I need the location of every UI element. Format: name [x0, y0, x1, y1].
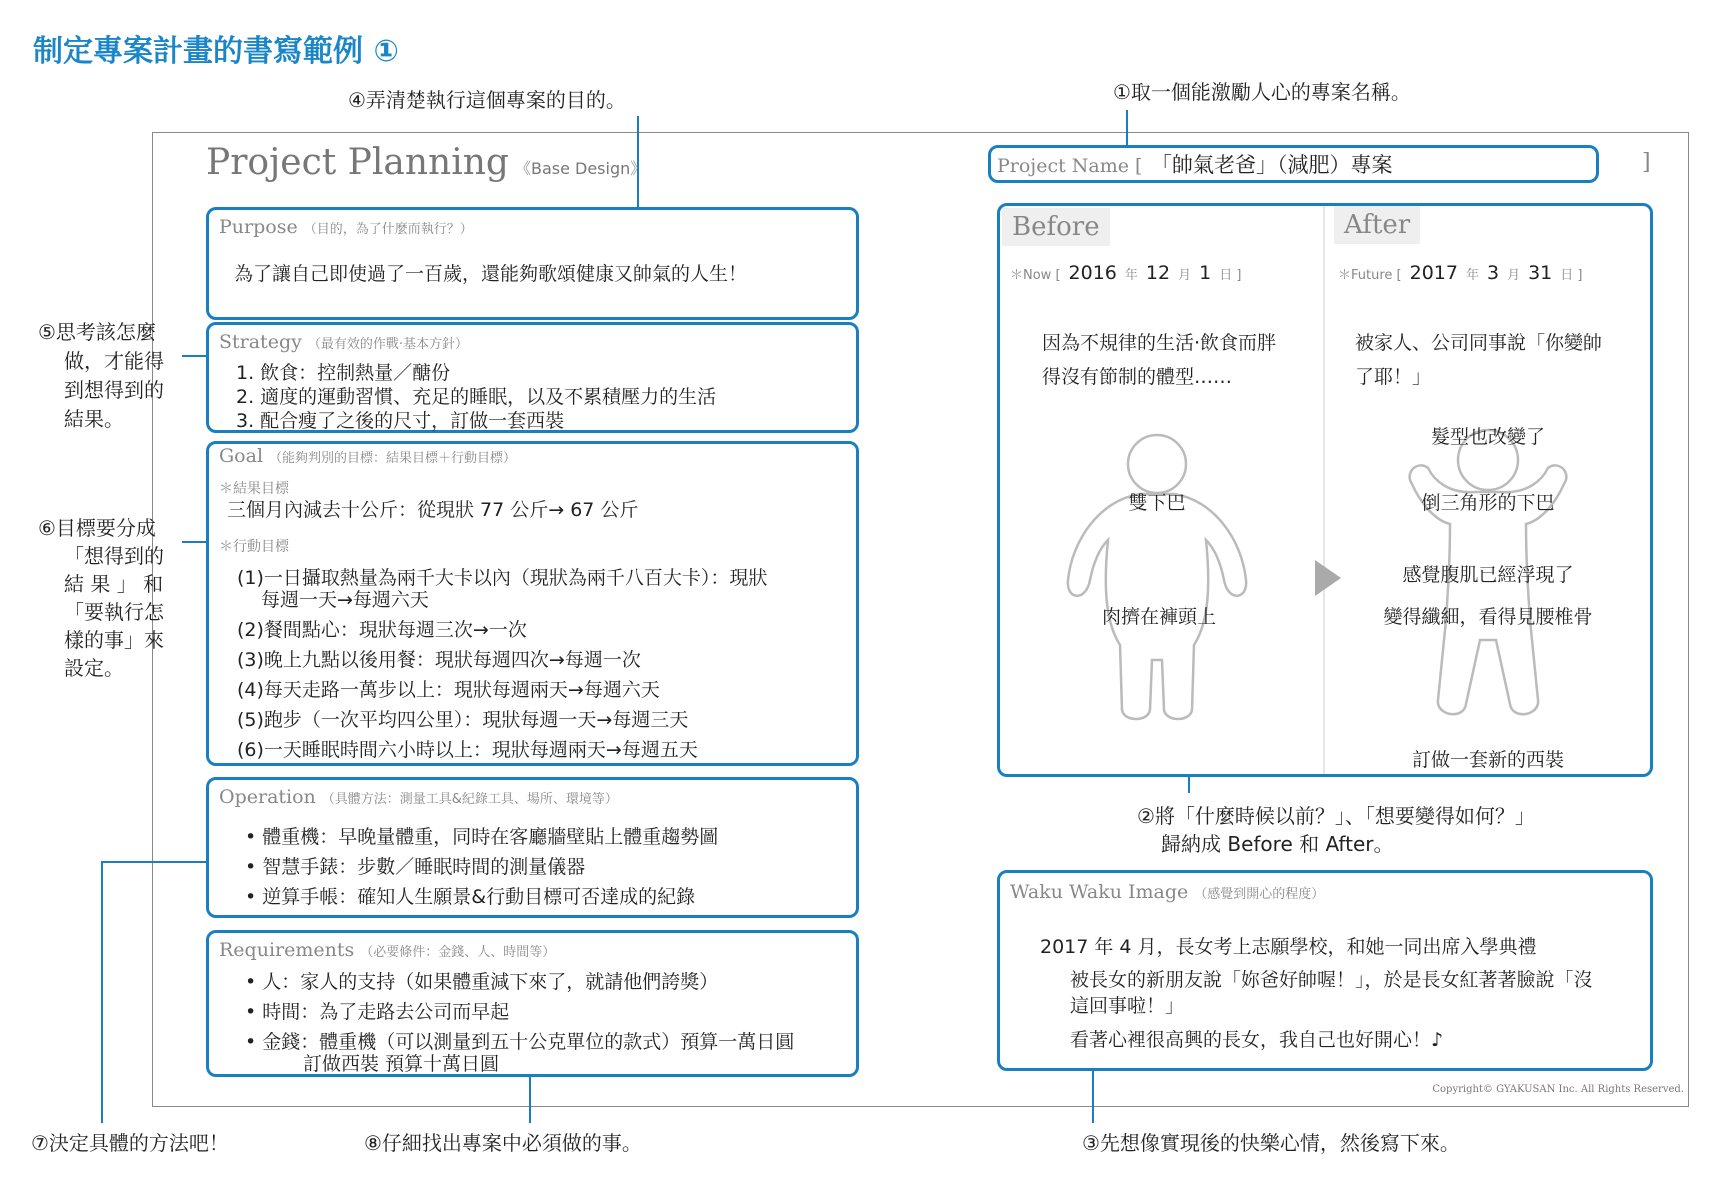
connector-operation: [101, 861, 206, 863]
annotation-5-line: 結果。: [64, 407, 124, 431]
annotation-4: ④弄清楚執行這個專案的目的。: [348, 88, 626, 112]
operation-list: [245, 822, 718, 912]
connector-waku: [1092, 1071, 1094, 1123]
waku-label: Waku Waku Image: [1010, 881, 1189, 903]
before-year: 2016: [1068, 262, 1117, 284]
annotation-6-line: 「想得到的: [64, 544, 164, 568]
after-note: 訂做一套新的西裝: [1411, 749, 1565, 771]
operation-item: • 智慧手錶：步數／睡眠時間的測量儀器: [245, 856, 586, 878]
connector-operation-v: [101, 861, 103, 1123]
after-tab: After: [1334, 206, 1420, 244]
after-month: 3: [1486, 262, 1500, 284]
before-description-line: 得沒有節制的體型……: [1042, 366, 1233, 388]
purpose-header: [219, 216, 473, 238]
strategy-item: 1. 飲食：控制熱量／醣份: [236, 362, 451, 384]
strategy-header: [219, 331, 468, 353]
waku-line-text: 這回事啦！」: [1070, 995, 1185, 1017]
annotation-8: ⑧仔細找出專案中必須做的事。: [364, 1131, 642, 1155]
before-tab: Before: [1002, 208, 1110, 246]
operation-hint: （具體方法：測量工具&紀錄工具、場所、環境等）: [321, 792, 618, 807]
before-description-line: 因為不規律的生活‧飲食而胖: [1042, 332, 1277, 354]
before-note: 雙下巴: [1128, 492, 1186, 514]
goal-action-item: (1)一日攝取熱量為兩千大卡以內（現狀為兩千八百大卡）：現狀: [237, 567, 768, 589]
strategy-item: 2. 適度的運動習慣、充足的睡眠，以及不累積壓力的生活: [236, 386, 717, 408]
goal-box: [206, 441, 859, 766]
project-name-label: Project Name [: [997, 155, 1143, 177]
after-month-unit: 月: [1507, 268, 1521, 283]
waku-line: [1070, 967, 1593, 1019]
annotation-5-line: 做，才能得: [64, 349, 164, 373]
operation-label: Operation: [219, 786, 316, 808]
goal-result: 三個月內減去十公斤：從現狀 77 公斤→ 67 公斤: [227, 499, 639, 521]
project-name-box: [988, 145, 1599, 183]
after-day: 31: [1528, 262, 1553, 284]
operation-item: • 體重機：早晚量體重，同時在客廳牆壁貼上體重趨勢圖: [245, 826, 719, 848]
strategy-label: Strategy: [219, 331, 302, 353]
strategy-item: 3. 配合瘦了之後的尺寸，訂做一套西裝: [236, 410, 565, 432]
after-description: [1355, 326, 1602, 394]
waku-line-text: 被長女的新朋友說「妳爸好帥喔！」，於是長女紅著著臉說「沒: [1070, 969, 1593, 991]
goal-result-label: ＊結果目標: [219, 481, 289, 497]
goal-action-item: (3)晚上九點以後用餐：現狀每週四次→每週一次: [237, 649, 641, 671]
after-year: 2017: [1409, 262, 1458, 284]
waku-header: [1010, 881, 1324, 903]
annotation-6: [38, 514, 164, 682]
sheet-heading-text: Project Planning: [206, 142, 509, 183]
requirements-label: Requirements: [219, 939, 355, 961]
goal-action-item: (2)餐間點心：現狀每週三次→一次: [237, 619, 527, 641]
goal-action-item: (4)每天走路一萬步以上：現狀每週兩天→每週六天: [237, 679, 660, 701]
connector-requirements: [529, 1077, 531, 1123]
sheet-heading: [206, 142, 646, 183]
page-title: 制定專案計畫的書寫範例 ①: [33, 34, 399, 69]
operation-item: • 逆算手帳：確知人生願景&行動目標可否達成的紀錄: [245, 886, 696, 908]
requirements-item: • 時間：為了走路去公司而早起: [245, 1001, 510, 1023]
goal-action-label: ＊行動目標: [219, 539, 289, 555]
requirements-header: [219, 939, 555, 961]
before-day: 1: [1199, 262, 1212, 284]
annotation-5: [38, 318, 164, 434]
after-note: 倒三角形的下巴: [1421, 492, 1555, 514]
waku-hint: （感覺到開心的程度）: [1194, 887, 1325, 902]
annotation-6-line: 樣的事」來: [64, 628, 164, 652]
annotation-7: ⑦決定具體的方法吧！: [31, 1131, 229, 1155]
requirements-list: [245, 967, 794, 1079]
operation-header: [219, 786, 618, 808]
requirements-item: • 金錢：體重機（可以測量到五十公克單位的款式）預算一萬日圓: [245, 1031, 795, 1053]
before-description: [1042, 326, 1276, 394]
annotation-3: ③先想像實現後的快樂心情，然後寫下來。: [1082, 1131, 1460, 1155]
requirements-hint: （必要條件：金錢、人、時間等）: [360, 945, 556, 960]
waku-line: 看著心裡很高興的長女，我自己也好開心！♪: [1070, 1029, 1444, 1051]
requirements-item: 訂做西裝 預算十萬日圓: [303, 1053, 500, 1075]
annotation-6-line: ⑥目標要分成: [38, 516, 156, 540]
requirements-item: • 人：家人的支持（如果體重減下來了，就請他們誇獎）: [245, 971, 719, 993]
goal-action-item: 每週一天→每週六天: [261, 589, 429, 611]
strategy-hint: （最有效的作戰‧基本方針）: [307, 337, 468, 352]
goal-actions: [237, 563, 767, 765]
before-date: [1010, 262, 1241, 284]
goal-action-item: (5)跑步（一次平均四公里）：現狀每週一天→每週三天: [237, 709, 689, 731]
sheet-heading-sub: 《Base Design》: [514, 159, 647, 178]
after-note: 感覺腹肌已經浮現了: [1402, 564, 1574, 586]
after-note: 變得纖細，看得見腰椎骨: [1383, 606, 1593, 628]
connector-strategy: [182, 355, 206, 357]
connector-before-after: [1188, 777, 1190, 793]
annotation-2-line1: ②將「什麼時候以前？」、「想要變得如何？」: [1137, 804, 1535, 828]
project-name-value: 「帥氣老爸」（減肥）專案: [1151, 153, 1393, 177]
before-month: 12: [1145, 262, 1171, 284]
before-note: 肉擠在褲頭上: [1101, 606, 1217, 628]
purpose-hint: （目的，為了什麼而執行？）: [303, 222, 473, 237]
purpose-box: [206, 207, 859, 320]
before-after-divider: [1323, 206, 1325, 774]
after-date-label: ＊Future [: [1338, 268, 1402, 283]
purpose-text: 為了讓自己即使過了一百歲，還能夠歌頌健康又帥氣的人生！: [234, 263, 748, 285]
operation-box: [206, 777, 859, 918]
waku-line: 2017 年 4 月，長女考上志願學校，和她一同出席入學典禮: [1040, 936, 1537, 958]
annotation-6-line: 「要執行怎: [64, 600, 164, 624]
annotation-6-line: 設定。: [64, 656, 124, 680]
annotation-2-line2: 歸納成 Before 和 After。: [1161, 832, 1394, 856]
arrow-right-icon: [1313, 558, 1343, 598]
connector-goal: [182, 541, 206, 543]
annotation-5-line: ⑤思考該怎麼: [38, 320, 156, 344]
strategy-box: [206, 322, 859, 433]
after-day-unit: 日 ]: [1560, 268, 1583, 283]
after-note: 髮型也改變了: [1430, 426, 1546, 448]
purpose-label: Purpose: [219, 216, 298, 238]
before-day-unit: 日 ]: [1219, 268, 1242, 283]
after-description-line: 被家人、公司同事說「你變帥: [1355, 332, 1603, 354]
goal-hint: （能夠判別的目標：結果目標＋行動目標）: [269, 451, 517, 466]
before-month-unit: 月: [1178, 268, 1192, 283]
strategy-list: [236, 361, 716, 433]
before-year-unit: 年: [1124, 268, 1138, 283]
before-date-label: ＊Now [: [1010, 268, 1061, 283]
after-date: [1338, 262, 1583, 284]
connector-project-name: [1126, 110, 1128, 146]
after-description-line: 了耶！」: [1355, 366, 1432, 388]
goal-label: Goal: [219, 445, 264, 467]
project-name-close: ]: [1642, 150, 1651, 175]
goal-action-item: (6)一天睡眠時間六小時以上：現狀每週兩天→每週五天: [237, 739, 698, 761]
annotation-6-line: 結 果 」 和: [64, 572, 164, 596]
annotation-1: ①取一個能激勵人心的專案名稱。: [1113, 80, 1411, 104]
annotation-5-line: 到想得到的: [64, 378, 164, 402]
requirements-box: [206, 930, 859, 1077]
before-figure-icon: [1060, 430, 1260, 730]
after-year-unit: 年: [1465, 268, 1479, 283]
copyright: Copyright© GYAKUSAN Inc. All Rights Reserved.: [1432, 1084, 1684, 1095]
goal-header: [219, 445, 516, 467]
waku-box: [997, 870, 1653, 1071]
